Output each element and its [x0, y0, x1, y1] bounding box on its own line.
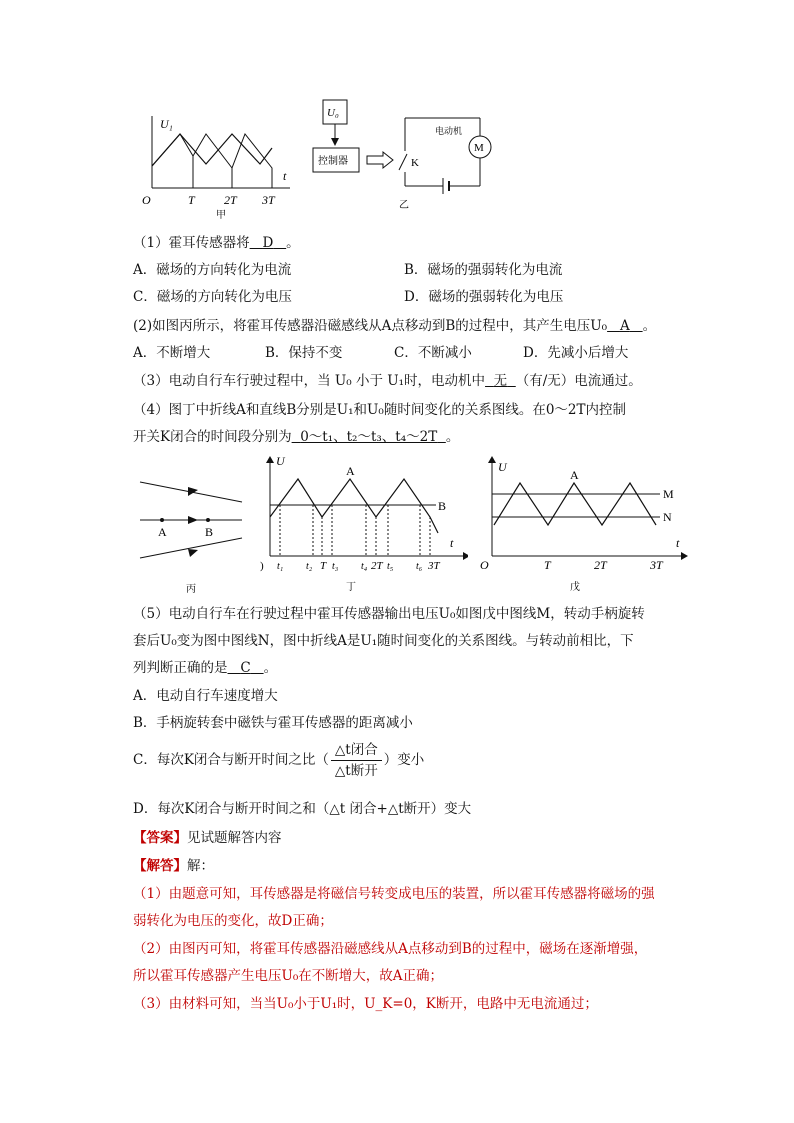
fig-b-caption: 乙	[399, 200, 409, 211]
fig-d-tick-t4: t₄	[361, 561, 368, 572]
fig-d-origin: )	[260, 560, 264, 572]
q1-option-d: D．磁场的强弱转化为电压	[404, 289, 564, 305]
fig-e-ylabel: U	[498, 460, 507, 474]
q2-option-c: C．不断减小	[394, 345, 472, 361]
q2-option-a: A．不断增大	[133, 345, 211, 361]
answer-line: 【答案】见试题解答内容	[133, 830, 282, 846]
q1-option-a: A．磁场的方向转化为电流	[133, 262, 292, 278]
fig-e-xlabel: t	[676, 536, 680, 550]
fig-e-M: M	[663, 487, 674, 501]
solution-tag: 【解答】	[133, 858, 187, 874]
fig-d-tick-3T: 3T	[428, 560, 440, 572]
fig-d-tick-t5: t₅	[387, 561, 394, 572]
fig-d-ylabel: U	[276, 455, 285, 468]
figure-jia	[140, 108, 300, 220]
fig-e-origin: O	[480, 558, 489, 572]
fig-b-motor-label: 电动机	[435, 126, 463, 136]
q4-answer: 0～t₁、t₂～t₃、t₄～2T	[300, 429, 438, 445]
q1-option-b: B．磁场的强弱转化为电流	[404, 262, 563, 278]
solution-line: 【解答】解：	[133, 858, 214, 874]
fig-a-origin: O	[142, 193, 151, 207]
q5-answer: C	[240, 660, 251, 676]
fig-c-A: A	[158, 525, 167, 539]
fig-e-tick-2T: 2T	[594, 558, 607, 572]
fig-d-caption: 丁	[346, 582, 356, 593]
fig-e-A: A	[570, 468, 579, 482]
q2-option-b: B．保持不变	[265, 345, 343, 361]
fig-b-u0: U₀	[327, 107, 339, 119]
fig-d-A: A	[346, 464, 355, 478]
fig-a-tick-1: T	[188, 193, 195, 207]
fig-d-tick-t1: t₁	[277, 561, 284, 572]
q1-option-c: C．磁场的方向转化为电压	[133, 289, 292, 305]
solution-2a: （2）由图丙可知，将霍耳传感器沿磁感线从A点移动到B的过程中，磁场在逐渐增强，	[133, 941, 648, 957]
fig-b-motor: M	[474, 142, 484, 154]
q5-line1: （5）电动自行车在行驶过程中霍耳传感器输出电压U₀如图戊中图线M，转动手柄旋转	[133, 606, 645, 622]
fig-a-xlabel: t	[283, 169, 287, 183]
q5-option-d: D．每次K闭合与断开时间之和（△t 闭合+△t断开）变大	[133, 801, 472, 817]
q5-option-b: B．手柄旋转套中磁铁与霍耳传感器的距离减小	[133, 715, 413, 731]
fig-d-tick-t6: t₆	[416, 561, 423, 572]
q5-line3: 列判断正确的是 C 。	[133, 660, 278, 676]
fig-a-tick-3: 3T	[262, 193, 275, 207]
fig-e-tick-T: T	[544, 558, 551, 572]
q1-stem: （1）霍耳传感器将 D 。	[133, 235, 300, 251]
q2-option-d: D．先减小后增大	[523, 345, 629, 361]
q5-fraction-den: △t断开	[334, 763, 378, 779]
q5-line2: 套后U₀变为图中图线N，图中折线A是U₁随时间变化的关系图线。与转动前相比，下	[133, 633, 634, 649]
q4-line2: 开关K闭合的时间段分别为 0～t₁、t₂～t₃、t₄～2T 。	[133, 429, 460, 445]
fig-d-tick-T: T	[320, 560, 327, 572]
solution-1b: 弱转化为电压的变化，故D正确；	[133, 913, 333, 929]
answer-tag: 【答案】	[133, 830, 187, 846]
q5-option-a: A．电动自行车速度增大	[133, 688, 278, 704]
q3-stem: （3）电动自行车行驶过程中，当 U₀ 小于 U₁时，电动机中 无 （有/无）电流通过。	[133, 373, 642, 389]
q2-stem: (2)如图丙所示，将霍耳传感器沿磁感线从A点移动到B的过程中，其产生电压U₀ A 。	[133, 318, 657, 334]
fig-d-tick-t2: t₂	[306, 561, 313, 572]
fig-c-caption: 丙	[186, 584, 196, 595]
q1-answer: D	[262, 235, 274, 251]
q2-answer: A	[619, 318, 630, 334]
figure-bing	[138, 470, 250, 595]
fig-d-xlabel: t	[450, 536, 454, 550]
fig-a-ylabel: U₁	[160, 117, 173, 131]
figure-wu	[478, 455, 693, 595]
fig-a-caption: 甲	[216, 210, 226, 220]
fig-b-switch: K	[411, 157, 419, 169]
fig-d-B: B	[438, 499, 447, 513]
solution-1a: （1）由题意可知，耳传感器是将磁信号转变成电压的装置，所以霍耳传感器将磁场的强	[133, 886, 655, 902]
fig-d-tick-t3: t₃	[332, 561, 339, 572]
fig-d-tick-2T: 2T	[371, 560, 383, 572]
q3-answer: 无	[493, 373, 508, 389]
q5-fraction	[331, 740, 382, 781]
fig-e-tick-3T: 3T	[650, 558, 663, 572]
fig-a-tick-2: 2T	[224, 193, 237, 207]
fig-e-caption: 戊	[570, 582, 580, 593]
q4-line1: （4）图丁中折线A和直线B分别是U₁和U₀随时间变化的关系图线。在0～2T内控制	[133, 402, 627, 418]
figure-ding	[258, 455, 468, 595]
solution-2b: 所以霍耳传感器产生电压U₀在不断增大，故A正确；	[133, 968, 444, 984]
solution-3: （3）由材料可知，当当U₀小于U₁时，U_K=0，K断开，电路中无电流通过；	[133, 996, 598, 1012]
q5-option-c: C．每次K闭合与断开时间之比（ $\frac{\text{△t闭合}}{\text{△t断开}}$ ）变小	[133, 742, 425, 779]
fig-c-B: B	[205, 525, 214, 539]
figure-yi	[305, 96, 505, 211]
fig-e-N: N	[663, 510, 672, 524]
fig-b-controller: 控制器	[318, 156, 348, 167]
q5-fraction-num: △t闭合	[331, 740, 382, 761]
